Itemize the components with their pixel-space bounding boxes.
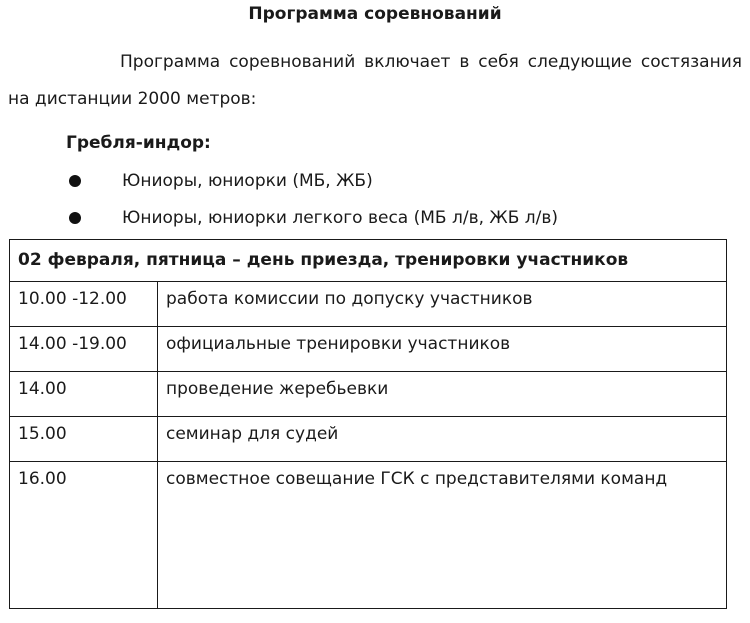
discipline-list — [0, 170, 750, 244]
table-row — [10, 462, 727, 609]
event-cell: семинар для судей — [158, 417, 727, 462]
table-header-row — [10, 240, 727, 282]
table-row — [10, 417, 727, 462]
bullet-icon — [69, 175, 81, 187]
schedule-table — [9, 239, 727, 609]
intro-paragraph: Программа соревнований включает в себя следующие состязания на дистанции 2000 метров: — [8, 52, 742, 109]
event-cell: совместное совещание ГСК с представителями команд — [158, 462, 727, 609]
page-title: Программа соревнований — [248, 4, 502, 24]
list-item-text: Юниоры, юниорки (МБ, ЖБ) — [122, 171, 373, 191]
table-row — [10, 372, 727, 417]
event-cell: проведение жеребьевки — [158, 372, 727, 417]
day-header: 02 февраля, пятница – день приезда, тренировки участников — [10, 240, 727, 282]
time-cell: 10.00 -12.00 — [10, 282, 158, 327]
time-cell: 14.00 — [10, 372, 158, 417]
table-row — [10, 282, 727, 327]
table-row — [10, 327, 727, 372]
time-cell: 15.00 — [10, 417, 158, 462]
list-item — [0, 170, 750, 207]
event-cell: работа комиссии по допуску участников — [158, 282, 727, 327]
time-cell: 16.00 — [10, 462, 158, 609]
section-title: Гребля-индор: — [66, 133, 211, 153]
list-item-text: Юниоры, юниорки легкого веса (МБ л/в, ЖБ л/в) — [122, 208, 559, 228]
event-cell: официальные тренировки участников — [158, 327, 727, 372]
bullet-icon — [69, 212, 81, 224]
time-cell: 14.00 -19.00 — [10, 327, 158, 372]
